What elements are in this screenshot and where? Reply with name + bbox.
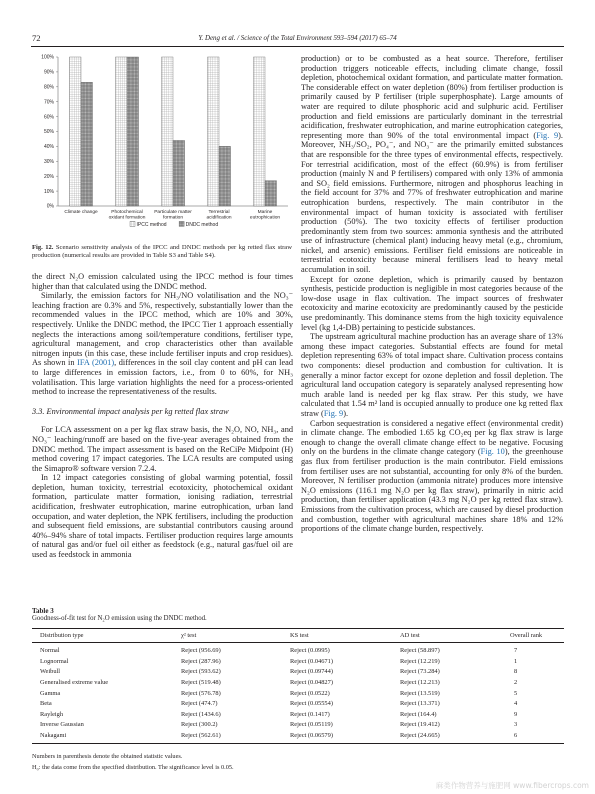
table-footnote-1: Numbers in parenthesis denote the obtained statistic values. — [32, 753, 183, 760]
cell-rank: 5 — [514, 689, 518, 697]
column-header-chi2: χ² test — [181, 632, 197, 639]
cell-rank: 8 — [514, 668, 518, 676]
cell-ks: Reject (0.06579) — [290, 732, 333, 740]
table-row — [32, 720, 564, 731]
cell-chi2: Reject (1434.6) — [181, 710, 221, 718]
left-paragraph-1: the direct N₂O emission calculated using the IPCC method is four times higher than that calculated using the DNDC method. — [32, 272, 293, 291]
cell-distribution: Gamma — [40, 689, 61, 697]
left-paragraph-2: Similarly, the emission factors for NH₃/NO volatilisation and the NO₃⁻ leaching fraction are 0.3% and 5%, respectively, substantially lower than the recommended values in the IPCC method, which are 10% and 30%, respectively. Unlike the DNDC method, the IPCC Tier 1 approach essentially neglects the interactions among soil/temperature conditions, fertiliser type, agricultural management, and crop characteristics other than available nitrogen inputs (in this case, these include fertiliser inputs and crop residues). As shown in IFA (2001), differences in the soil clay content and pH can lead to large differences in emission factors, i.e., from 0 to 60%, for NH₃ volatilisation. This large variation highlights the need for a process-oriented method to increase the representativeness of the results. — [32, 291, 293, 397]
table-row — [32, 667, 564, 678]
cell-ad: Reject (12.219) — [400, 657, 440, 665]
y-tick-label: 30% — [43, 159, 54, 165]
cell-ad: Reject (13.371) — [400, 700, 440, 708]
x-category-label-photochemical-oxidant-formation: Photochemical oxidant formation — [108, 210, 146, 221]
cell-ks: Reject (0.04671) — [290, 657, 333, 665]
y-tick-label: 40% — [43, 144, 54, 151]
cell-distribution: Lognormal — [40, 657, 69, 665]
right-paragraph-4: Carbon sequestration is considered a negative effect (environmental credit) in climate change. The embodied 1.65 kg CO₂eq per kg flax straw is large enough to change the overall climate change effect to be negative. Focusing only on the burdens in the climate change category (Fig. 10), the greenhouse gas flux from fertiliser production is the main contributor. Field emissions from fertiliser uses are not substantial, accounting for only 8% of the burden. Moreover, N fertiliser production (ammonia nitrate) produces more intensive N₂O emissions (116.1 mg N₂O per kg flax straw), primarily in nitric acid production, than fertiliser application (43.3 mg N₂O per kg retted flax straw). Emissions from the cultivation process, which are caused by diesel production and combustion, together with agricultural machines share 18% and 12% proportions of the climate change burden, respectively. — [301, 418, 564, 534]
cell-rank: 7 — [514, 647, 518, 654]
chart-bars — [70, 57, 277, 206]
cell-chi2: Reject (519.48) — [181, 678, 221, 686]
cell-chi2: Reject (287.96) — [181, 657, 221, 665]
header-rule — [31, 46, 564, 47]
left-column — [32, 272, 293, 560]
bar-dndc-method-particulate-matter-formation — [173, 140, 185, 206]
table-header-row — [32, 631, 564, 641]
bar-ipcc-method-terrestrial-acidification — [208, 57, 220, 206]
cell-chi2: Reject (562.61) — [181, 732, 221, 740]
cell-distribution: Beta — [40, 700, 52, 708]
cell-ks: Reject (0.1417) — [290, 710, 330, 718]
bar-dndc-method-climate-change — [81, 82, 93, 206]
y-tick-label: 60% — [43, 114, 54, 121]
x-category-label-particulate-matter-formation: Particulate matter formation — [154, 210, 192, 221]
table-row — [32, 699, 564, 710]
table-header-rule — [32, 642, 564, 643]
table-row — [32, 657, 564, 668]
table-header — [32, 631, 564, 641]
column-header-rank: Overall rank — [510, 632, 543, 639]
cell-ks: Reject (0.04827) — [290, 678, 333, 686]
x-category-label-climate-change: Climate change — [64, 210, 98, 215]
figure-link[interactable]: Fig. 9 — [323, 408, 344, 418]
right-paragraph-1: production) or to be combusted as a heat source. Therefore, fertiliser production triggers noticeable effects, including climate change, fossil depletion, photochemical oxidant formation, and particulate matter formation. The considerable effect on water depletion (80%) from fertiliser production is primarily caused by P fertiliser (triple superphosphate). Large amounts of water are required to dilute phosphoric acid and sulphuric acid. Fertiliser production and field emissions are particularly dominant in the terrestrial acidification, freshwater eutrophication, and marine eutrophication categories, representing more than 90% of the total environmental impact (Fig. 9). Moreover, NH₃/SO₂, PO₄⁻, and NO₃⁻ are the primarily emitted substances that are responsible for the three types of environmental effects, respectively. For terrestrial acidification, most of the effect (60.9%) is from fertiliser production (mainly N and P fertilisers) compared with only 13% of ammonia and SO₂ field emissions. Furthermore, nitrogen and phosphorus leaching in the field account for 37% and 77% of freshwater eutrophication and marine eutrophication burdens, respectively. The main contributor in the environmental impact of human toxicity is associated with fertiliser production (50%). The two toxicity effects of fertiliser production predominantly stem from two sources: ammonia synthesis and the attributed use of infrastructure (chemical plant) inducing heavy metal (e.g., chromium, nickel, and arsenic) emissions. Fertiliser field emissions are noticeable in terrestrial ecotoxicity because mineral fertilisers lead to heavy metal accumulation in soil. — [301, 54, 563, 275]
cell-ks: Reject (0.05119) — [290, 721, 333, 729]
right-column — [301, 54, 563, 534]
cell-distribution: Generalised extreme value — [40, 678, 109, 686]
legend-swatch-dndc-method — [179, 221, 184, 226]
cell-distribution: Inverse Gaussian — [40, 721, 84, 729]
chart-legend — [130, 221, 218, 228]
bar-ipcc-method-particulate-matter-formation — [162, 57, 174, 206]
table-body — [32, 646, 564, 742]
right-paragraph-2: Except for ozone depletion, which is primarily caused by bentazon synthesis, pesticide production is negligible in most categories because of the low-dose usage in flax cultivation. The impact sources of freshwater ecotoxicity and marine ecotoxicity are predominantly caused by the pesticide use predominantly. This dominance stems from the high toxicity equivalence level (kg 1,4-DB) pertaining to pesticide substances. — [301, 274, 563, 332]
table-top-rule — [32, 628, 564, 629]
y-tick-label: 70% — [43, 99, 54, 106]
watermark-url: www.fibercrops.com — [513, 781, 589, 790]
cell-chi2: Reject (474.7) — [181, 700, 218, 708]
cell-distribution: Rayleigh — [40, 710, 64, 718]
cell-ad: Reject (12.213) — [400, 678, 440, 686]
cell-rank: 9 — [514, 710, 518, 718]
table-caption: Goodness-of-fit test for N₂O emission using the DNDC method. — [32, 615, 207, 622]
cell-ad: Reject (13.519) — [400, 689, 440, 697]
cell-distribution: Weibull — [40, 668, 61, 676]
bar-ipcc-method-climate-change — [70, 57, 82, 206]
bar-ipcc-method-marine-eutrophication — [254, 57, 266, 206]
cell-ks: Reject (0.09744) — [290, 668, 333, 676]
table-bottom-rule — [32, 743, 564, 744]
figure-caption — [32, 244, 292, 261]
bar-dndc-method-terrestrial-acidification — [219, 146, 231, 206]
figure-link[interactable]: Fig. 9 — [536, 130, 559, 140]
cell-rank: 6 — [514, 732, 518, 740]
figure-label: Fig. 12. — [32, 244, 54, 251]
figure-caption-text: Scenario sensitivity analysis of the IPCC and DNDC methods per kg retted flax straw production (numerical results are provided in Table S3 and Table S4). — [32, 244, 292, 260]
cell-ks: Reject (0.0522) — [290, 689, 330, 697]
table-row — [32, 646, 564, 657]
cell-distribution: Normal — [40, 647, 60, 654]
running-head[interactable]: Y. Deng et al. / Science of the Total Environment 593–594 (2017) 65–74 — [198, 35, 397, 42]
legend-swatch-ipcc-method — [130, 221, 135, 226]
table-row — [32, 731, 564, 742]
left-paragraph-4: In 12 impact categories consisting of global warming potential, fossil depletion, human toxicity, terrestrial ecotoxicity, photochemical oxidant formation, particulate matter formation, ionising radiation, terrestrial acidification, freshwater eutrophication, marine eutrophication, urban land occupation, and water depletion, the NPK fertilisers, including the production and subsequent field emissions, are substantial contributors causing around 40%–94% share of total impacts. Fertiliser production requires large amounts of natural gas and/or fuel oil either as feedstock (e.g., natural gas/fuel oil are used as feedstock in ammonia — [32, 473, 293, 560]
legend-label-dndc-method: DNDC method — [185, 222, 219, 228]
cell-rank: 1 — [514, 657, 518, 665]
y-tick-label: 100% — [41, 54, 54, 61]
table-row — [32, 689, 564, 700]
bar-dndc-method-photochemical-oxidant-formation — [127, 57, 139, 206]
table-row — [32, 678, 564, 689]
y-tick-label: 10% — [43, 188, 54, 195]
section-heading: 3.3. Environmental impact analysis per kg retted flax straw — [32, 406, 229, 416]
cell-rank: 2 — [514, 678, 518, 686]
chart-category-labels — [64, 209, 280, 220]
cell-ad: Reject (58.897) — [400, 647, 440, 654]
column-header-distribution: Distribution type — [40, 632, 84, 639]
page-number: 72 — [32, 33, 41, 43]
table-label: Table 3 — [32, 607, 54, 615]
y-tick-label: 0% — [46, 203, 54, 210]
table-footnote-2: H₀: the data come from the specified distribution. The significance level is 0.05. — [32, 764, 234, 771]
y-tick-label: 90% — [43, 69, 54, 76]
cell-ks: Reject (0.05554) — [290, 700, 333, 708]
cell-ad: Reject (24.665) — [400, 732, 440, 740]
column-header-ad: AD test — [400, 632, 420, 639]
cell-rank: 3 — [514, 721, 518, 729]
cell-ad: Reject (164.4) — [400, 710, 437, 718]
x-category-label-terrestrial-acidification: Terrestrial acidification — [206, 210, 232, 221]
left-paragraph-3: For LCA assessment on a per kg flax straw basis, the N₂O, NO, NH₃, and NO₃⁻ leaching/runoff are based on the five-year averages obtained from the DNDC method. The impact assessment is based on the ReCiPe Midpoint (H) method covering 17 impact categories. The LCA results are computed using the Simapro® software version 7.2.4. — [32, 425, 293, 473]
y-tick-label: 80% — [43, 84, 54, 91]
bar-dndc-method-marine-eutrophication — [265, 181, 277, 206]
x-category-label-marine-eutrophication: Marine eutrophication — [249, 210, 281, 221]
figure-link[interactable]: Fig. 10 — [480, 447, 505, 457]
legend-label-ipcc-method: IPCC method — [136, 222, 167, 228]
table-row — [32, 710, 564, 721]
cell-chi2: Reject (593.62) — [181, 668, 221, 676]
y-tick-label: 50% — [43, 129, 54, 136]
cell-chi2: Reject (956.69) — [181, 647, 221, 654]
bar-ipcc-method-photochemical-oxidant-formation — [116, 57, 128, 206]
cell-ad: Reject (19.412) — [400, 721, 440, 729]
cell-chi2: Reject (576.78) — [181, 689, 221, 697]
cell-ks: Reject (0.0995) — [290, 647, 330, 654]
cell-ad: Reject (73.284) — [400, 668, 440, 676]
cell-rank: 4 — [514, 700, 518, 708]
watermark-site-name: 麻类作物营养与施肥网 — [435, 781, 511, 790]
cell-distribution: Nakagami — [40, 732, 67, 740]
right-paragraph-3: The upstream agricultural machine production has an average share of 13% among these impact categories. Substantial effects are found for metal depletion representing 63% of total impact share. Cultivation process contains two components: diesel production and combustion for cultivation. It is generally a minor factor except for ozone depletion and fossil depletion. The agricultural land occupation category is separately analysed representing how much arable land is needed per kg flax straw. Per this study, we have calculated that 1.54 m² land is occupied annually to produce one kg retted flax straw (Fig. 9). — [301, 332, 563, 418]
figure-12-bar-chart — [30, 50, 292, 240]
cell-chi2: Reject (300.2) — [181, 721, 218, 729]
reference-link[interactable]: IFA (2001) — [77, 358, 115, 368]
watermark — [436, 781, 589, 790]
y-tick-label: 20% — [43, 173, 54, 180]
column-header-ks: KS test — [290, 632, 309, 639]
